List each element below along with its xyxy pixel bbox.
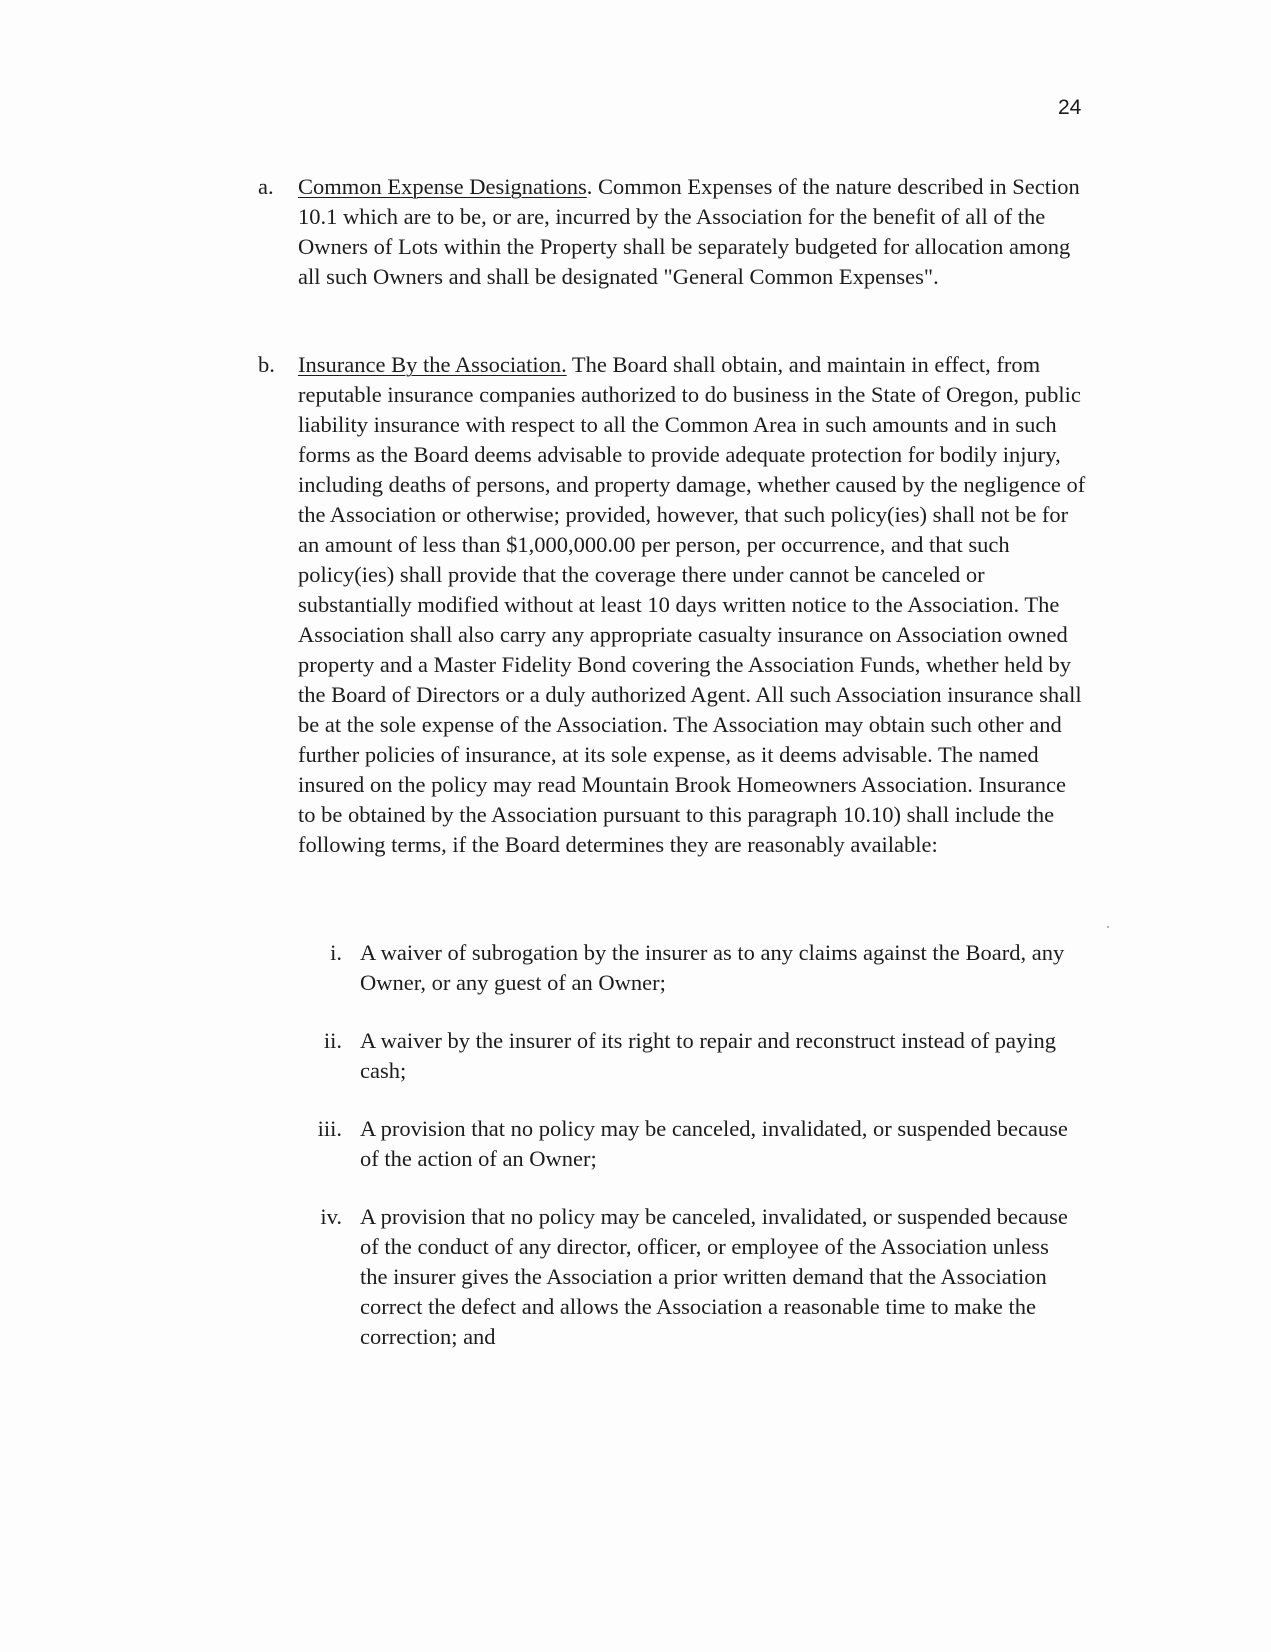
section-a-heading: Common Expense Designations bbox=[298, 174, 587, 199]
subitem-iii-marker: iii. bbox=[317, 1116, 342, 1141]
scan-speck bbox=[1107, 926, 1109, 928]
section-a-marker: a. bbox=[258, 174, 274, 199]
section-b-text: The Board shall obtain, and maintain in effect, from reputable insurance companies authorized to do business in the State of Oregon, public liability insurance with respect to all the Common Area in such amounts and in such forms as the Board deems advisable to provide adequate protection for bodily injury, including deaths of persons, and property damage, whether caused by the negligence of the Association or otherwise; provided, however, that such policy(ies) shall not be for an amount of less than $1,000,000.00 per person, per occurrence, and that such policy(ies) shall provide that the coverage there under cannot be canceled or substantially modified without at least 10 days written notice to the Association. The Association shall also carry any appropriate casualty insurance on Association owned property and a Master Fidelity Bond covering the Association Funds, whether held by the Board of Directors or a duly authorized Agent. All such Association insurance shall be at the sole expense of the Association. The Association may obtain such other and further policies of insurance, at its sole expense, as it deems advisable. The named insured on the policy may read Mountain Brook Homeowners Association. Insurance to be obtained by the Association pursuant to this paragraph 10.10) shall include the following terms, if the Board determines they are reasonably available: bbox=[298, 352, 1086, 857]
page-number: 24 bbox=[1058, 96, 1082, 119]
section-a-paragraph bbox=[298, 172, 1088, 292]
subitem-iv-text: A provision that no policy may be canceled, invalidated, or suspended because of the conduct of any director, officer, or employee of the Association unless the insurer gives the Association a prior written demand that the Association correct the defect and allows the Association a reasonable time to make the correction; and bbox=[360, 1204, 1068, 1349]
section-a-text: . Common Expenses of the nature described in Section 10.1 which are to be, or are, incurred by the Association for the benefit of all of the Owners of Lots within the Property shall be separately budgeted for allocation among all such Owners and shall be designated "General Common Expenses". bbox=[298, 174, 1080, 289]
section-b-paragraph bbox=[298, 350, 1088, 860]
subitem-iii-text: A provision that no policy may be canceled, invalidated, or suspended because of the action of an Owner; bbox=[360, 1116, 1068, 1171]
section-b-marker: b. bbox=[258, 352, 275, 377]
subitem-i-text: A waiver of subrogation by the insurer as to any claims against the Board, any Owner, or any guest of an Owner; bbox=[360, 940, 1065, 995]
subitem-iv-marker: iv. bbox=[320, 1204, 342, 1229]
section-b-heading: Insurance By the Association. bbox=[298, 352, 567, 377]
subitem-ii-marker: ii. bbox=[323, 1028, 342, 1053]
subitem-ii-text: A waiver by the insurer of its right to repair and reconstruct instead of paying cash; bbox=[360, 1028, 1057, 1083]
subitem-i-marker: i. bbox=[330, 940, 342, 965]
